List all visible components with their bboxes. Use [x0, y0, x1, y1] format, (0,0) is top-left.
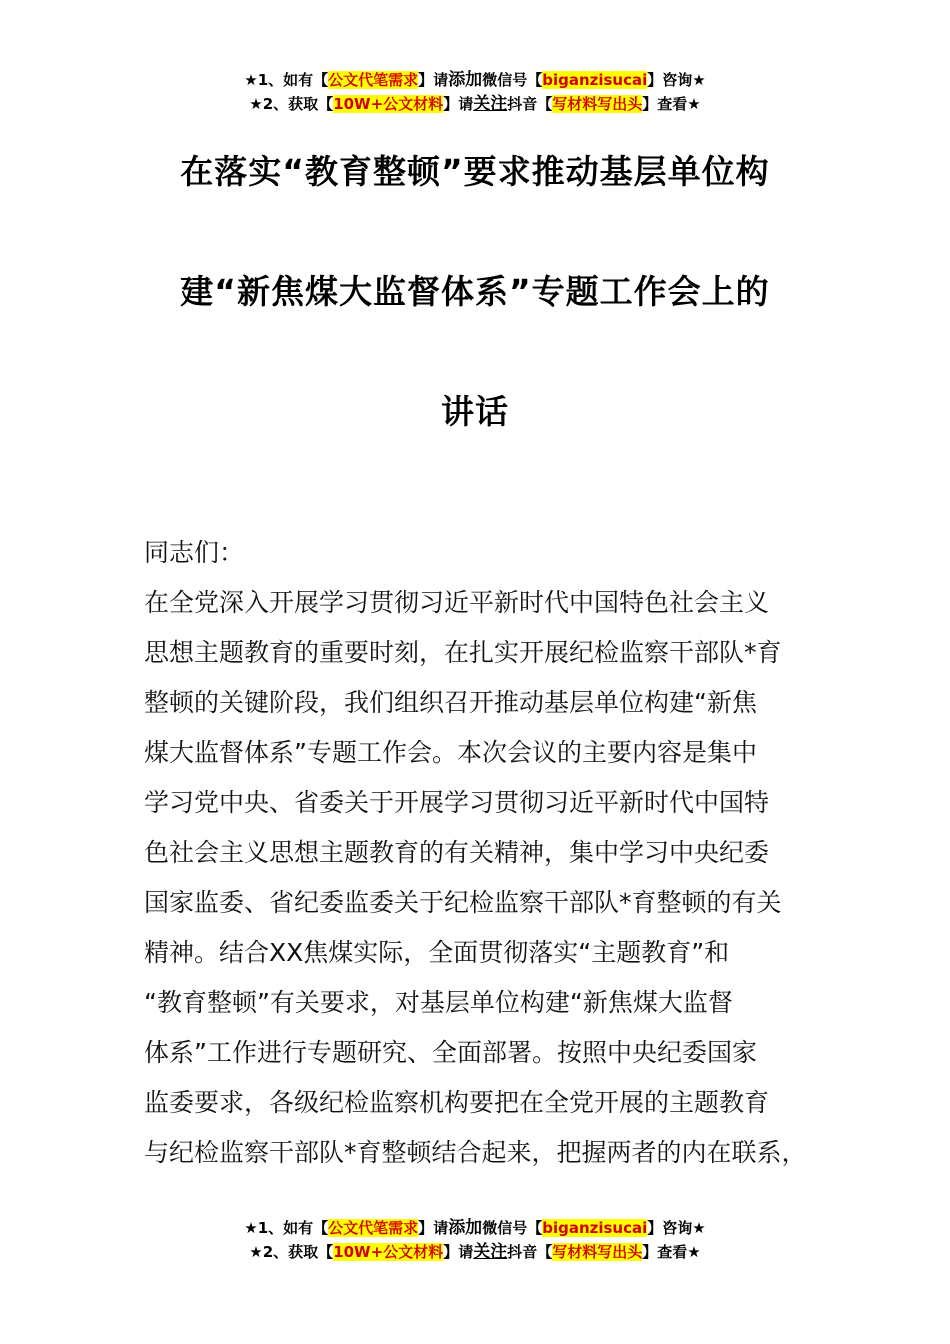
highlight-ghostwriting: 公文代笔需求 — [328, 1219, 419, 1237]
highlight-douyin-account: 写材料写出头 — [552, 95, 643, 113]
body-line: 煤大监督体系”专题工作会。本次会议的主要内容是集中 — [144, 738, 757, 767]
body-line: 国家监委、省纪委监委关于纪检监察干部队*育整顿的有关 — [144, 888, 782, 917]
body-line: 学习党中央、省委关于开展学习贯彻习近平新时代中国特 — [144, 788, 770, 817]
title-line: 在落实“教育整顿”要求推动基层单位构 — [180, 152, 770, 191]
body-line: 精神。结合XX焦煤实际，全面贯彻落实“主题教育”和 — [144, 938, 730, 967]
highlight-materials: 10W+公文材料 — [333, 95, 444, 113]
highlight-wechat-id: biganzisucai — [542, 1219, 648, 1237]
banner-line-1: ★1、如有【公文代笔需求】请添加微信号【biganzisucai】咨询★ — [244, 70, 706, 90]
highlight-ghostwriting: 公文代笔需求 — [328, 71, 419, 89]
banner-line-1: ★1、如有【公文代笔需求】请添加微信号【biganzisucai】咨询★ — [244, 1218, 706, 1238]
banner-line-2: ★2、获取【10W+公文材料】请关注抖音【写材料写出头】查看★ — [249, 94, 701, 114]
highlight-douyin-account: 写材料写出头 — [552, 1243, 643, 1261]
body-line: 整顿的关键阶段，我们组织召开推动基层单位构建“新焦 — [144, 688, 757, 717]
body-line: “教育整顿”有关要求，对基层单位构建“新焦煤大监督 — [144, 988, 733, 1017]
title-line: 讲话 — [441, 392, 509, 431]
body-line: 思想主题教育的重要时刻，在扎实开展纪检监察干部队*育 — [144, 638, 782, 667]
body-line: 监委要求，各级纪检监察机构要把在全党开展的主题教育 — [144, 1088, 770, 1117]
highlight-wechat-id: biganzisucai — [542, 71, 648, 89]
body-line: 体系”工作进行专题研究、全面部署。按照中央纪委国家 — [144, 1038, 757, 1067]
body-line: 与纪检监察干部队*育整顿结合起来，把握两者的内在联系， — [144, 1138, 807, 1167]
document-title — [0, 140, 950, 500]
banner-line-2: ★2、获取【10W+公文材料】请关注抖音【写材料写出头】查看★ — [249, 1242, 701, 1262]
speech-body — [144, 528, 824, 1178]
footer-banner — [0, 1216, 950, 1264]
body-line: 在全党深入开展学习贯彻习近平新时代中国特色社会主义 — [144, 588, 770, 617]
salutation: 同志们： — [144, 538, 245, 567]
title-line: 建“新焦煤大监督体系”专题工作会上的 — [180, 272, 770, 311]
header-banner — [0, 68, 950, 116]
body-line: 色社会主义思想主题教育的有关精神，集中学习中央纪委 — [144, 838, 770, 867]
highlight-materials: 10W+公文材料 — [333, 1243, 444, 1261]
